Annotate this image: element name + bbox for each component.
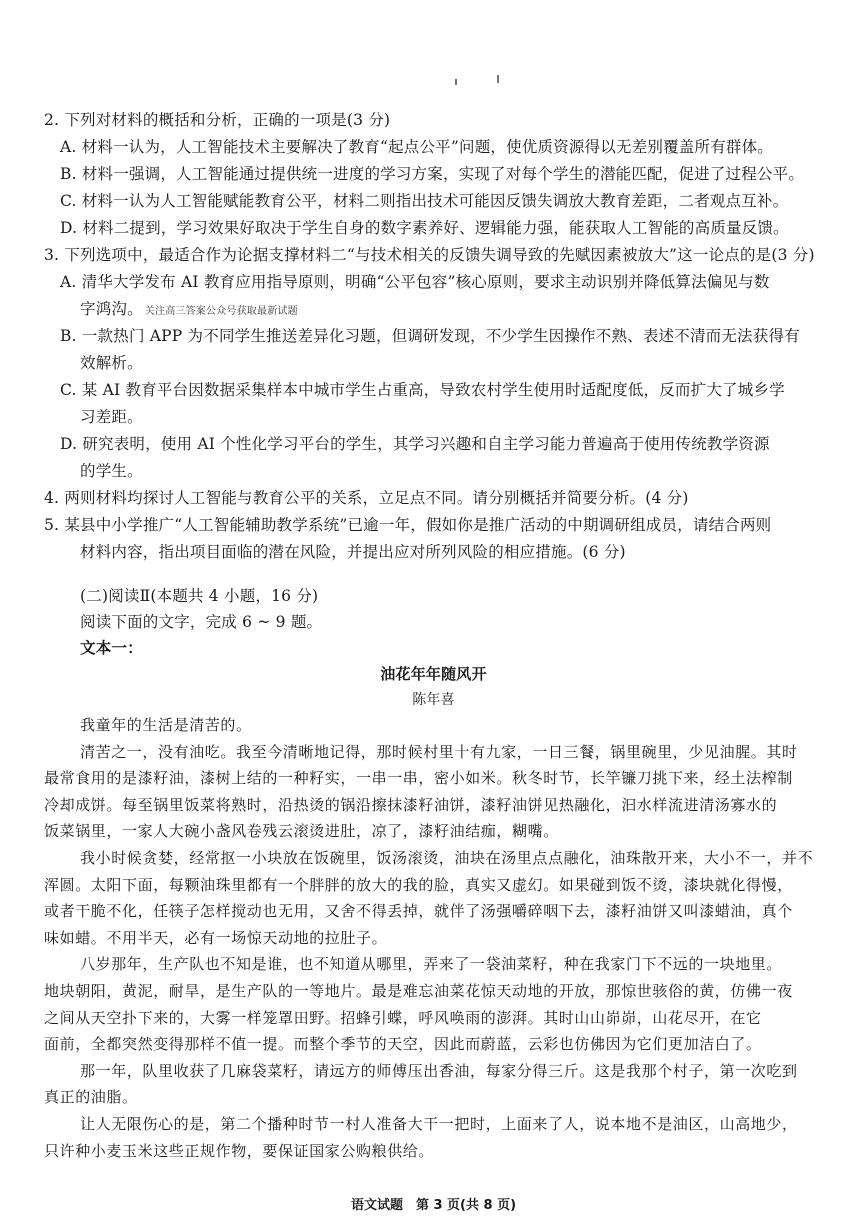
question-2-option-d: D. 材料二提到，学习效果好取决于学生自身的数字素养好、逻辑能力强，能获取人工智能的高质量反馈。 (60, 219, 789, 237)
question-3-option-b: B. 一款热门 APP 为不同学生推送差异化习题，但调研发现，不少学生因操作不熟、表述不清而无法获得有 (60, 327, 800, 345)
scan-speck (455, 79, 457, 85)
question-5-line-2: 材料内容，指出项目面临的潜在风险，并提出应对所列风险的相应措施。(6 分) (80, 543, 626, 561)
section-heading: (二)阅读Ⅱ(本题共 4 小题，16 分) (80, 587, 319, 605)
scan-speck (497, 75, 499, 83)
essay-line: 之间从天空扑下来的，大雾一样笼罩田野。招蜂引蝶，呼风唤雨的澎湃。其时山山峁峁，山花尽开，在它 (44, 1008, 762, 1027)
essay-line: 让人无限伤心的是，第二个播种时节一村人准备大干一把时，上面来了人，说本地不是油区，山高地少， (80, 1115, 798, 1133)
essay-line: 地块朝阳，黄泥，耐旱，是生产队的一等地片。最是难忘油菜花惊天动地的开放，那惊世骇俗的黄，仿佛一夜 (44, 982, 793, 1000)
question-4: 4. 两则材料均探讨人工智能与教育公平的关系，立足点不同。请分别概括并简要分析。(4 分) (44, 489, 689, 507)
question-3-option-b-cont: 效解析。 (80, 354, 143, 372)
essay-line: 冷却成饼。每至锅里饭菜将熟时，沿热烫的锅沿擦抹漆籽油饼，漆籽油饼见热融化，汩水样流进清汤寡水的 (44, 795, 778, 814)
watermark-note: 关注高三答案公众号获取最新试题 (144, 306, 298, 317)
essay-line: 那一年，队里收获了几麻袋菜籽，请远方的师傅压出香油，每家分得三斤。这是我那个村子，第一次吃到 (80, 1061, 798, 1080)
essay-line: 或者干脆不化，任筷子怎样搅动也无用，又舍不得丢掉，就伴了汤强嚼碎咽下去，漆籽油饼又叫漆蜡油，真个 (44, 902, 793, 921)
question-3-stem: 3. 下列选项中，最适合作为论据支撑材料二“与技术相关的反馈失调导致的先赋因素被放大”这一论点的是(3 分) (44, 246, 815, 264)
essay-line: 只许种小麦玉米这些正规作物，要保证国家公购粮供给。 (44, 1141, 435, 1160)
question-3-option-a-text: 字鸿沟。 (80, 300, 143, 318)
page-footer: 语文试题 第 3 页(共 8 页) (350, 1198, 517, 1213)
essay-line: 浑圆。太阳下面，每颗油珠里都有一个胖胖的放大的我的脸，真实又虚幻。如果碰到饭不烫，漆块就化得慢， (44, 875, 793, 894)
text-label: 文本一： (80, 639, 143, 657)
essay-line: 真正的油脂。 (44, 1088, 138, 1107)
essay-line: 我童年的生活是清苦的。 (80, 716, 252, 734)
question-2-option-c: C. 材料一认为人工智能赋能教育公平，材料二则指出技术可能因反馈失调放大教育差距，二者观点互补。 (60, 192, 789, 210)
question-2-option-b: B. 材料一强调，人工智能通过提供统一进度的学习方案，实现了对每个学生的潜能匹配，促进了过程公平。 (60, 165, 805, 183)
essay-line: 最常食用的是漆籽油，漆树上结的一种籽实，一串一串，密小如米。秋冬时节，长竿镰刀挑下来，经土法榨制 (44, 769, 793, 788)
essay-line: 八岁那年，生产队也不知是谁，也不知道从哪里，弄来了一袋油菜籽，种在我家门下不远的一块地里。 (80, 955, 783, 974)
question-3-option-d: D. 研究表明，使用 AI 个性化学习平台的学生，其学习兴趣和自主学习能力普遍高于使用传统教学资源 (60, 435, 770, 453)
question-2-option-a: A. 材料一认为，人工智能技术主要解决了教育“起点公平”问题，使优质资源得以无差别覆盖所有群体。 (60, 138, 773, 156)
essay-line: 清苦之一，没有油吃。我至今清晰地记得，那时候村里十有九家，一日三餐，锅里碗里，少见油腥。其时 (80, 742, 798, 761)
question-3-option-a-cont (80, 299, 298, 322)
question-3-option-c: C. 某 AI 教育平台因数据采集样本中城市学生占重高，导致农村学生使用时适配度低，反而扩大了城乡学 (60, 381, 785, 399)
question-3-option-a: A. 清华大学发布 AI 教育应用指导原则，明确“公平包容”核心原则，要求主动识别并降低算法偏见与数 (60, 273, 770, 291)
question-5-line-1: 5. 某县中小学推广“人工智能辅助教学系统”已逾一年，假如你是推广活动的中期调研组成员，请结合两则 (44, 516, 772, 534)
essay-author: 陈年喜 (412, 692, 455, 708)
essay-line: 我小时候贪婪，经常抠一小块放在饭碗里，饭汤滚烫，油块在汤里点点融化，油珠散开来，大小不一，并不 (80, 849, 814, 867)
essay-line: 味如蜡。不用半天，必有一场惊天动地的拉肚子。 (44, 928, 388, 947)
question-3-option-d-cont: 的学生。 (80, 462, 143, 480)
section-instruction: 阅读下面的文字，完成 6 ~ 9 题。 (80, 613, 323, 631)
question-3-option-c-cont: 习差距。 (80, 408, 143, 426)
essay-title: 油花年年随风开 (380, 665, 487, 683)
essay-line: 饭菜锅里，一家人大碗小盏风卷残云滚烫进肚，凉了，漆籽油结痂，糊嘴。 (44, 822, 559, 841)
question-2-stem: 2. 下列对材料的概括和分析，正确的一项是(3 分) (44, 111, 391, 129)
essay-line: 面前，全都突然变得那样不值一提。而整个季节的天空，因此而蔚蓝，云彩也仿佛因为它们更加洁白了。 (44, 1035, 762, 1054)
